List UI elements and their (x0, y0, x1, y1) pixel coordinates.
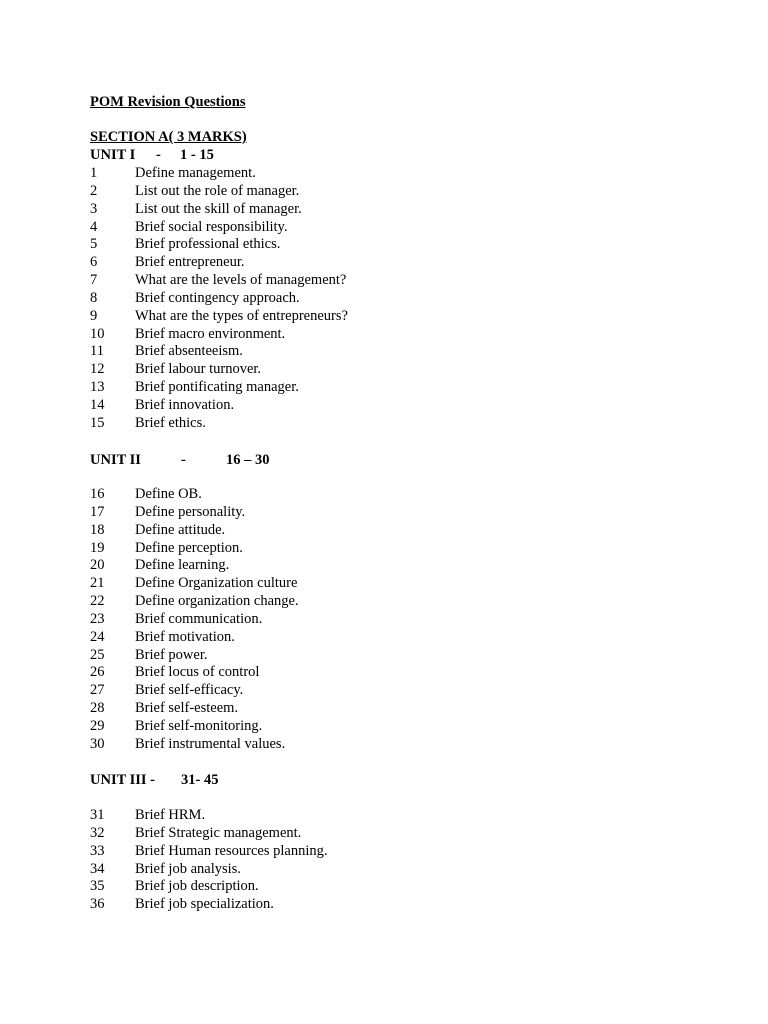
question-text: Brief communication. (135, 610, 263, 627)
question-text: Brief absenteeism. (135, 343, 243, 360)
unit-heading-2 (90, 451, 390, 469)
question-text: Brief locus of control (135, 664, 260, 681)
question-number: 26 (90, 664, 105, 681)
question-text: Brief HRM. (135, 807, 206, 823)
question-number: 4 (90, 218, 98, 235)
question-text: Define personality. (135, 503, 246, 520)
question-text: Brief social responsibility. (135, 218, 288, 235)
question-number: 10 (90, 325, 105, 342)
question-number: 6 (90, 254, 98, 271)
question-number: 27 (90, 682, 105, 699)
question-number: 2 (90, 182, 98, 199)
unit-dash: - (181, 452, 186, 468)
question-number: 24 (90, 628, 105, 645)
document-title: POM Revision Questions (90, 94, 246, 110)
question-number: 17 (90, 503, 105, 520)
question-text: Brief pontificating manager. (135, 379, 299, 396)
question-text: What are the levels of management? (135, 272, 347, 289)
question-text: Brief job analysis. (135, 860, 241, 877)
question-number: 30 (90, 735, 105, 752)
question-number: 14 (90, 396, 105, 413)
unit-name: UNIT I (90, 147, 136, 163)
unit-range: 31- 45 (181, 772, 219, 788)
unit-range: 16 – 30 (226, 452, 270, 468)
question-text: Brief Human resources planning. (135, 842, 328, 859)
question-text: Brief macro environment. (135, 325, 286, 342)
question-number: 21 (90, 575, 105, 592)
question-text: Brief Strategic management. (135, 824, 302, 841)
question-number: 1 (90, 165, 98, 181)
question-number: 3 (90, 200, 98, 217)
question-number: 23 (90, 610, 105, 627)
question-number: 9 (90, 307, 98, 324)
question-number: 7 (90, 272, 98, 289)
question-text: Brief self-esteem. (135, 700, 239, 717)
question-text: Define learning. (135, 557, 230, 574)
question-text: Brief motivation. (135, 628, 235, 645)
question-number: 29 (90, 717, 105, 734)
question-text: Define perception. (135, 539, 243, 556)
question-text: Define management. (135, 165, 256, 181)
question-number: 13 (90, 379, 105, 396)
question-number: 35 (90, 878, 105, 895)
question-number: 20 (90, 557, 105, 574)
question-text: Brief self-efficacy. (135, 682, 244, 699)
question-number: 31 (90, 807, 105, 823)
question-text: Brief ethics. (135, 414, 206, 431)
question-text: List out the skill of manager. (135, 200, 302, 217)
unit-name: UNIT II (90, 452, 141, 468)
question-text: Brief instrumental values. (135, 735, 286, 752)
unit-dash: - (156, 147, 161, 163)
question-text: Brief self-monitoring. (135, 717, 263, 734)
question-text: What are the types of entrepreneurs? (135, 307, 348, 324)
question-number: 5 (90, 236, 98, 253)
question-text: Brief job description. (135, 878, 259, 895)
unit-name: UNIT III - (90, 772, 156, 788)
question-text: Brief entrepreneur. (135, 254, 245, 271)
question-number: 28 (90, 700, 105, 717)
question-number: 16 (90, 486, 105, 502)
question-number: 18 (90, 521, 105, 538)
question-text: Brief labour turnover. (135, 361, 262, 378)
unit-range: 1 - 15 (180, 147, 214, 163)
question-number: 12 (90, 361, 105, 378)
question-text: Define Organization culture (135, 575, 298, 592)
section-heading: SECTION A( 3 MARKS) (90, 129, 247, 145)
question-text: List out the role of manager. (135, 182, 300, 199)
question-text: Define organization change. (135, 593, 299, 610)
question-number: 36 (90, 896, 105, 913)
question-text: Brief power. (135, 646, 208, 663)
question-text: Define OB. (135, 486, 202, 502)
question-number: 33 (90, 842, 105, 859)
question-number: 15 (90, 414, 105, 431)
question-number: 8 (90, 289, 98, 306)
question-number: 19 (90, 539, 105, 556)
question-text: Brief job specialization. (135, 896, 274, 913)
unit-heading-3 (90, 771, 390, 789)
unit-heading-1 (90, 146, 390, 164)
question-number: 25 (90, 646, 105, 663)
question-text: Define attitude. (135, 521, 226, 538)
question-text: Brief contingency approach. (135, 289, 300, 306)
question-number: 11 (90, 343, 104, 360)
question-number: 22 (90, 593, 105, 610)
question-text: Brief professional ethics. (135, 236, 281, 253)
question-text: Brief innovation. (135, 396, 235, 413)
question-number: 34 (90, 860, 105, 877)
question-number: 32 (90, 824, 105, 841)
